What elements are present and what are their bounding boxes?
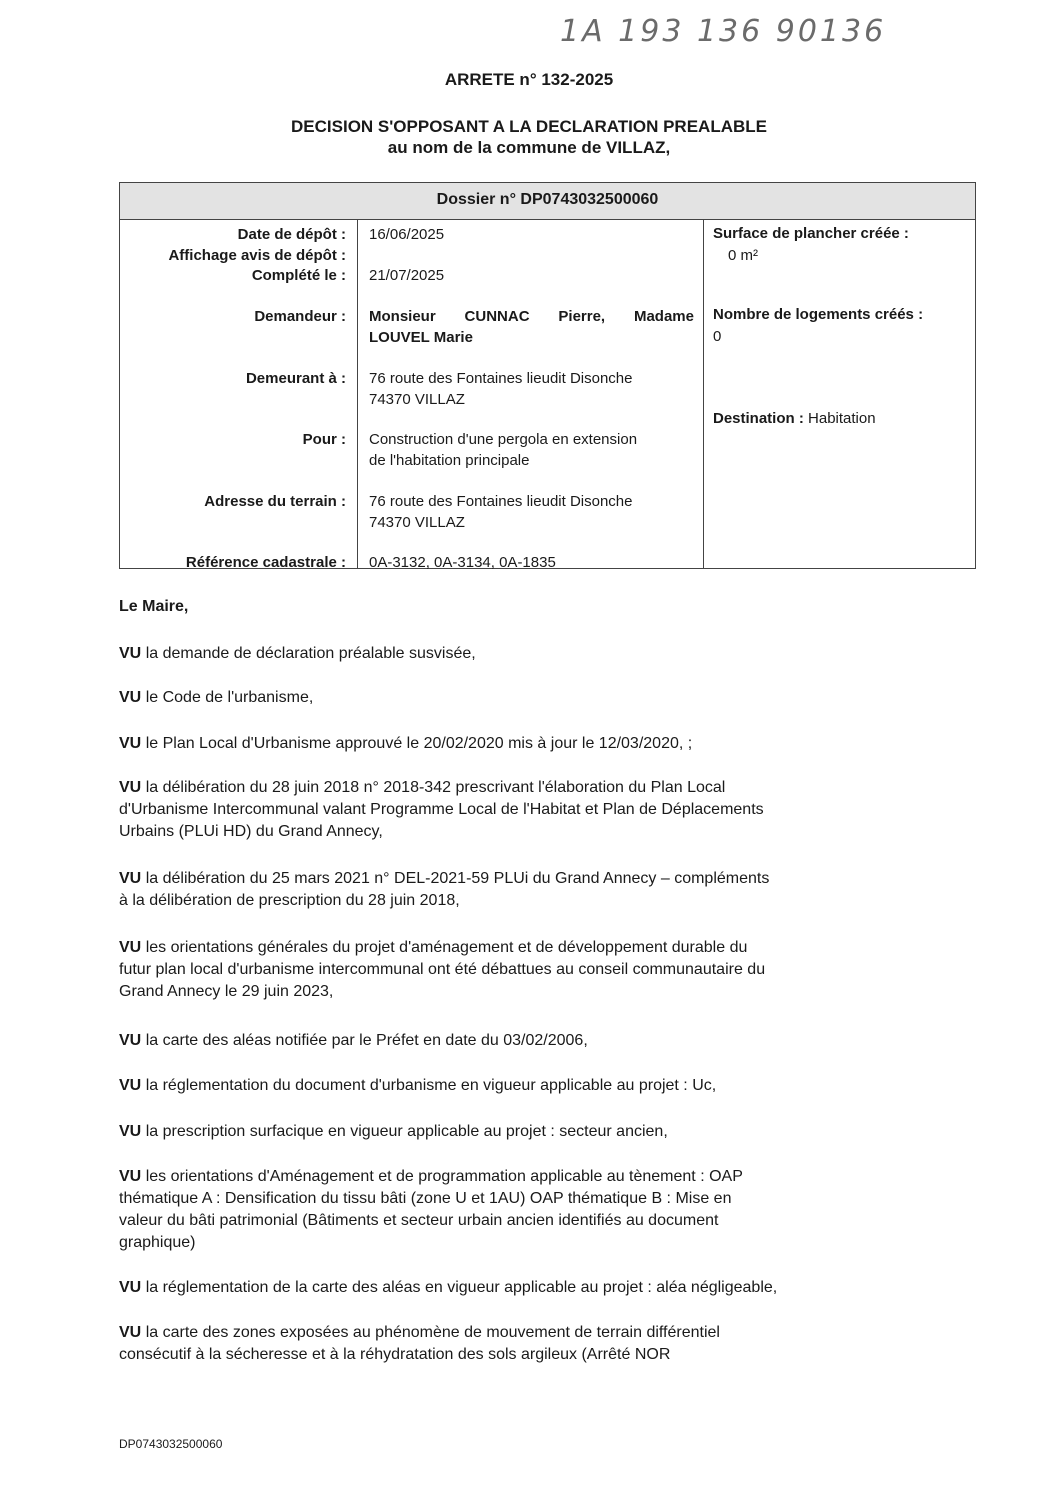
vu-line: valeur du bâti patrimonial (Bâtiments et secteur urbain ancien identifiés au document [119, 1212, 719, 1229]
vu-text: la délibération du 25 mars 2021 n° DEL-2021-59 PLUi du Grand Annecy – compléments [145, 870, 770, 887]
vu-line: futur plan local d'urbanisme intercommunal ont été débattues au conseil communautaire du [119, 961, 766, 978]
vu-word: VU [119, 1123, 142, 1140]
maire-heading: Le Maire, [119, 598, 189, 615]
vu-paragraph [119, 777, 929, 843]
vu-line [119, 733, 929, 755]
vu-line [119, 1030, 929, 1052]
label-date-depot: Date de dépôt : [237, 226, 346, 243]
vu-paragraph [119, 1166, 929, 1254]
vu-paragraph [119, 1277, 929, 1299]
vu-text: la carte des aléas notifiée par le Préfet en date du 03/02/2006, [145, 1032, 588, 1049]
vu-word: VU [119, 1077, 142, 1094]
vu-line [119, 1121, 929, 1143]
value-demandeur-line-2: LOUVEL Marie [369, 329, 473, 346]
label-complete: Complété le : [251, 267, 346, 284]
vu-paragraph [119, 1121, 929, 1143]
vu-line [119, 1322, 929, 1344]
destination [713, 408, 968, 429]
vu-word: VU [119, 870, 142, 887]
label-demeurant: Demeurant à : [245, 370, 346, 387]
vu-word: VU [119, 779, 142, 796]
vu-line: thématique A : Densification du tissu bâti (zone U et 1AU) OAP thématique B : Mise en [119, 1190, 732, 1207]
value-pour-line-1: Construction d'une pergola en extension [369, 431, 638, 448]
vu-text: la réglementation du document d'urbanisme en vigueur applicable au projet : Uc, [145, 1077, 717, 1094]
vu-line [119, 777, 929, 799]
value-demeurant-line-2: 74370 VILLAZ [369, 391, 465, 408]
logements-value: 0 [713, 328, 722, 345]
vu-word: VU [119, 1279, 142, 1296]
vu-word: VU [119, 1324, 142, 1341]
vu-line [119, 1166, 929, 1188]
footer-dossier-number: DP0743032500060 [119, 1437, 223, 1451]
vu-paragraph [119, 687, 929, 709]
vu-word: VU [119, 1168, 142, 1185]
label-reference: Référence cadastrale : [185, 554, 346, 571]
vu-text: la réglementation de la carte des aléas en vigueur applicable au projet : aléa négligeable, [145, 1279, 778, 1296]
vu-text: la prescription surfacique en vigueur applicable au projet : secteur ancien, [145, 1123, 668, 1140]
document-title: ARRETE n° 132-2025 [444, 70, 614, 89]
vu-text: le Plan Local d'Urbanisme approuvé le 20/02/2020 mis à jour le 12/03/2020, ; [145, 735, 693, 752]
vu-line [119, 937, 929, 959]
destination-label: Destination : [713, 410, 804, 427]
vu-text: les orientations d'Aménagement et de programmation applicable au tènement : OAP [145, 1168, 743, 1185]
column-divider-right [703, 220, 704, 568]
value-adresse-line-1: 76 route des Fontaines lieudit Disonche [369, 493, 633, 510]
column-divider-left [357, 220, 358, 568]
destination-value: Habitation [808, 410, 876, 427]
vu-word: VU [119, 1032, 142, 1049]
surface-value: 0 m² [728, 247, 758, 264]
vu-line: consécutif à la sécheresse et à la réhydratation des sols argileux (Arrêté NOR [119, 1346, 671, 1363]
vu-line [119, 868, 929, 890]
value-date-depot: 16/06/2025 [369, 226, 445, 243]
dossier-header: Dossier n° DP0743032500060 [120, 183, 975, 220]
vu-paragraph [119, 643, 929, 665]
vu-line: Grand Annecy le 29 juin 2023, [119, 983, 334, 1000]
vu-paragraph [119, 1322, 929, 1366]
value-demeurant-line-1: 76 route des Fontaines lieudit Disonche [369, 370, 633, 387]
value-reference: 0A-3132, 0A-3134, 0A-1835 [369, 554, 556, 571]
vu-line [119, 1075, 929, 1097]
value-pour-line-2: de l'habitation principale [369, 452, 530, 469]
vu-paragraph [119, 1030, 929, 1052]
value-complete: 21/07/2025 [369, 267, 445, 284]
vu-word: VU [119, 939, 142, 956]
vu-text: les orientations générales du projet d'aménagement et de développement durable du [145, 939, 748, 956]
dossier-box [119, 182, 976, 569]
subtitle-line-2: au nom de la commune de VILLAZ, [387, 138, 671, 157]
vu-paragraph [119, 937, 929, 1003]
vu-paragraph [119, 1075, 929, 1097]
vu-text: le Code de l'urbanisme, [145, 689, 314, 706]
vu-line [119, 643, 929, 665]
label-demandeur: Demandeur : [254, 308, 346, 325]
vu-word: VU [119, 735, 142, 752]
vu-line: Urbains (PLUi HD) du Grand Annecy, [119, 823, 383, 840]
document-subtitle [0, 116, 1058, 158]
vu-paragraph [119, 733, 929, 755]
vu-word: VU [119, 645, 142, 662]
vu-line: graphique) [119, 1234, 196, 1251]
handwritten-reference-number: 1A 193 136 90136 [560, 14, 887, 49]
surface-label: Surface de plancher créée : [713, 225, 909, 242]
value-adresse-line-2: 74370 VILLAZ [369, 514, 465, 531]
vu-paragraph [119, 868, 929, 912]
vu-line [119, 1277, 929, 1299]
vu-text: la délibération du 28 juin 2018 n° 2018-342 prescrivant l'élaboration du Plan Local [145, 779, 726, 796]
subtitle-line-1: DECISION S'OPPOSANT A LA DECLARATION PREALABLE [291, 117, 767, 136]
vu-line: d'Urbanisme Intercommunal valant Programme Local de l'Habitat et Plan de Déplacements [119, 801, 764, 818]
vu-line: à la délibération de prescription du 28 juin 2018, [119, 892, 460, 909]
label-affichage: Affichage avis de dépôt : [168, 247, 346, 264]
vu-word: VU [119, 689, 142, 706]
vu-text: la demande de déclaration préalable susvisée, [145, 645, 476, 662]
label-pour: Pour : [302, 431, 346, 448]
vu-line [119, 687, 929, 709]
vu-text: la carte des zones exposées au phénomène de mouvement de terrain différentiel [145, 1324, 720, 1341]
value-demandeur-line-1: Monsieur CUNNAC Pierre, Madame [369, 308, 694, 325]
label-adresse: Adresse du terrain : [204, 493, 346, 510]
logements-label: Nombre de logements créés : [713, 306, 924, 323]
